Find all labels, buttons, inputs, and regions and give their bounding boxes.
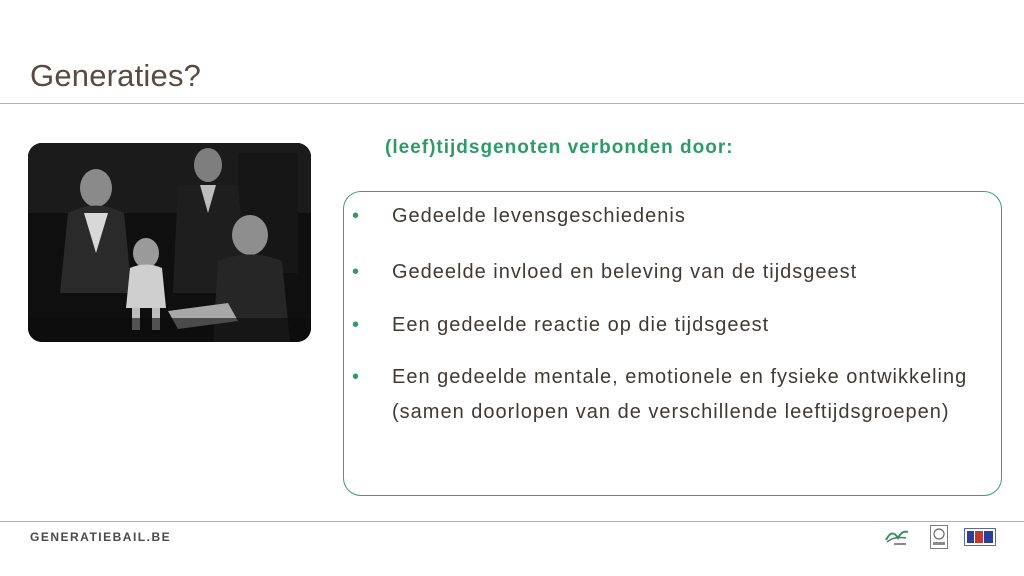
bullet-marker: • — [352, 261, 361, 283]
footer-brand: GENERATIEBAIL.BE — [30, 530, 172, 544]
list-item — [352, 255, 992, 290]
list-item — [352, 360, 972, 430]
section-subtitle: (leef)tijdsgenoten verbonden door: — [385, 137, 734, 158]
bullet-text: Gedeelde invloed en beleving van de tijdsgeest — [392, 261, 858, 283]
footer-divider — [0, 521, 1024, 522]
hogent-logo-icon — [930, 525, 948, 554]
slide-title: Generaties? — [30, 58, 202, 93]
bullet-list-box — [343, 191, 1002, 496]
bullet-text: Een gedeelde mentale, emotionele en fysieke ontwikkeling (samen doorlopen van de verschillende leeftijdsgroepen) — [392, 366, 968, 423]
bullet-marker: • — [352, 314, 361, 336]
bullet-marker: • — [352, 205, 361, 227]
family-photo — [28, 143, 311, 342]
list-item — [352, 199, 992, 234]
title-divider — [0, 103, 1024, 104]
list-item — [352, 308, 992, 343]
bullet-text: Gedeelde levensgeschiedenis — [392, 205, 686, 227]
bullet-marker: • — [352, 366, 361, 388]
esf-logo-icon — [964, 528, 996, 551]
bullet-text: Een gedeelde reactie op die tijdsgeest — [392, 314, 770, 336]
wise-logo-icon — [884, 526, 910, 553]
